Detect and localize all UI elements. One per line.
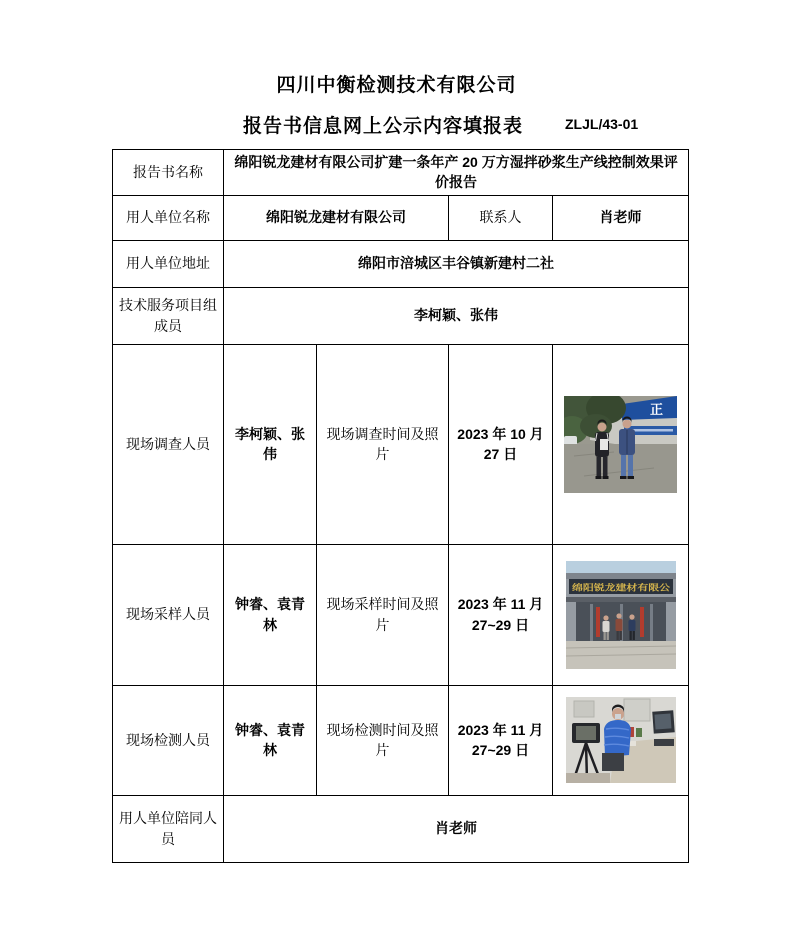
contact-value: 肖老师	[553, 195, 689, 240]
contact-label: 联系人	[449, 195, 553, 240]
doc-number: ZLJL/43-01	[565, 116, 639, 132]
escort-value: 肖老师	[224, 795, 689, 862]
report-name-label: 报告书名称	[113, 150, 224, 196]
row-site-survey	[113, 344, 689, 544]
door-frame	[590, 604, 593, 641]
project-team-label: 技术服务项目组成员	[113, 287, 224, 344]
company-sign-text: 绵阳锐龙建材有限公	[571, 582, 671, 593]
sky	[566, 561, 676, 575]
row-site-sampling	[113, 544, 689, 685]
white-folder	[600, 439, 608, 450]
site-testing-label: 现场检测人员	[113, 685, 224, 795]
banner-character: 正	[650, 401, 664, 417]
employer-name-label: 用人单位名称	[113, 195, 224, 240]
site-survey-photo-cell	[553, 344, 689, 544]
employer-name-value: 绵阳锐龙建材有限公司	[224, 195, 449, 240]
photo-site-testing	[566, 697, 676, 783]
photo-site-sampling	[566, 561, 676, 669]
row-report-name	[113, 150, 689, 196]
face-mask	[615, 714, 621, 719]
door-frame	[650, 604, 653, 641]
door-frame	[624, 699, 650, 721]
report-name-value: 绵阳锐龙建材有限公司扩建一条年产 20 万方湿拌砂浆生产线控制效果评价报告	[224, 150, 689, 196]
canopy	[566, 597, 676, 602]
monitor-screen	[654, 714, 671, 730]
site-survey-label: 现场调查人员	[113, 344, 224, 544]
red-banner	[640, 607, 644, 637]
row-site-testing	[113, 685, 689, 795]
project-team-value: 李柯颖、张伟	[224, 287, 689, 344]
keyboard	[654, 739, 674, 746]
site-sampling-label: 现场采样人员	[113, 544, 224, 685]
photo-site-sampling-illustration	[566, 561, 676, 669]
photo-site-survey-illustration	[564, 396, 677, 493]
company-title: 四川中衡检测技术有限公司	[276, 75, 517, 96]
employer-address-label: 用人单位地址	[113, 240, 224, 287]
site-testing-photo-cell	[553, 685, 689, 795]
employer-address-value: 绵阳市涪城区丰谷镇新建村二社	[224, 240, 689, 287]
blue-puffer-jacket	[604, 720, 631, 757]
row-employer-address	[113, 240, 689, 287]
form-title: 报告书信息网上公示内容填报表	[242, 116, 523, 137]
site-testing-personnel: 钟睿、袁青林	[224, 685, 317, 795]
row-employer-name	[113, 195, 689, 240]
row-escort	[113, 795, 689, 862]
red-banner	[596, 607, 600, 637]
floor	[566, 773, 610, 783]
row-project-team	[113, 287, 689, 344]
instrument-screen	[576, 726, 596, 740]
wall-panel	[574, 701, 594, 717]
facade-top	[566, 573, 676, 579]
site-survey-time-value: 2023 年 10 月 27 日	[449, 344, 553, 544]
site-testing-time-label: 现场检测时间及照片	[317, 685, 449, 795]
site-sampling-time-label: 现场采样时间及照片	[317, 544, 449, 685]
chair	[602, 753, 624, 771]
site-sampling-photo-cell	[553, 544, 689, 685]
escort-label: 用人单位陪同人员	[113, 795, 224, 862]
report-info-table	[112, 149, 689, 863]
site-survey-time-label: 现场调查时间及照片	[317, 344, 449, 544]
photo-site-survey	[564, 396, 677, 493]
site-sampling-time-value: 2023 年 11 月 27~29 日	[449, 544, 553, 685]
site-sampling-personnel: 钟睿、袁青林	[224, 544, 317, 685]
site-testing-time-value: 2023 年 11 月 27~29 日	[449, 685, 553, 795]
site-survey-personnel: 李柯颖、张伟	[224, 344, 317, 544]
package-green	[636, 728, 642, 737]
photo-site-testing-illustration	[566, 697, 676, 783]
